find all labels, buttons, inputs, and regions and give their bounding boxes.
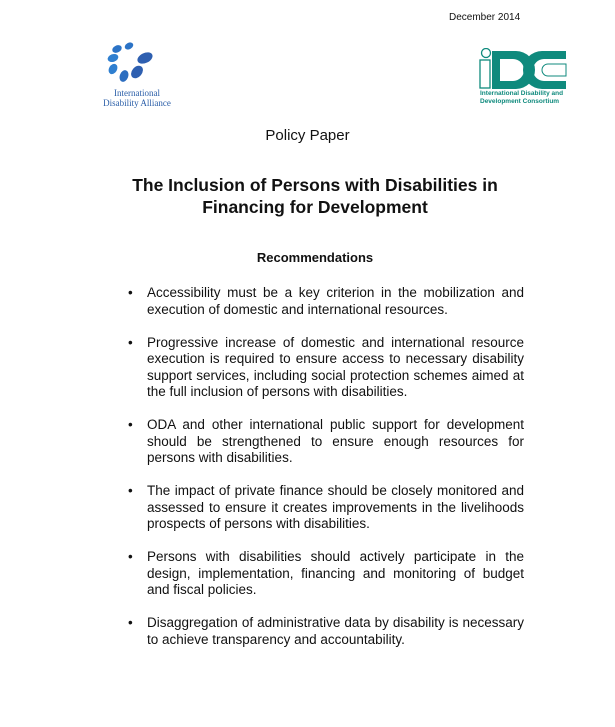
recommendation-text: Disaggregation of administrative data by disability is necessary to achieve transparency and accountability.	[147, 615, 524, 647]
document-title: The Inclusion of Persons with Disabilities in Financing for Development	[132, 175, 498, 217]
bullet-icon: •	[128, 549, 133, 564]
ida-logo-text	[100, 88, 174, 108]
recommendations-list	[126, 285, 524, 665]
bullet-icon: •	[128, 483, 133, 498]
ida-logo-line2: Disability Alliance	[103, 98, 171, 108]
bullet-icon: •	[128, 285, 133, 300]
bullet-icon: •	[128, 334, 133, 350]
idc-logo-text	[480, 90, 572, 106]
document-type-label: Policy Paper	[265, 127, 350, 144]
list-item	[126, 417, 524, 467]
list-item	[126, 615, 524, 648]
section-heading: Recommendations	[256, 250, 374, 265]
recommendation-text: Persons with disabilities should actively participate in the design, implementation, financing and monitoring of budget and fiscal policies.	[147, 549, 524, 597]
list-item	[126, 549, 524, 599]
list-item	[126, 335, 524, 401]
recommendation-text: Progressive increase of domestic and international resource execution is required to ensure access to necessary disability support services, including social protection schemes aimed at the full inclusion of persons with disabilities.	[147, 334, 524, 399]
recommendation-text: ODA and other international public support for development should be strengthened to ensure enough resources for persons with disabilities.	[147, 417, 524, 465]
list-item	[126, 483, 524, 533]
recommendation-text: Accessibility must be a key criterion in the mobilization and execution of domestic and international resources.	[147, 285, 524, 317]
document-date: December 2014	[449, 12, 521, 23]
ida-logo-line1: International	[114, 88, 160, 98]
idc-logo-line1: International Disability and	[480, 90, 564, 97]
recommendation-text: The impact of private finance should be closely monitored and assessed to ensure it creates improvements in the livelihoods prospects of persons with disabilities.	[147, 483, 524, 531]
list-item	[126, 285, 524, 318]
bullet-icon: •	[128, 417, 133, 432]
idc-logo-line2: Development Consortium	[480, 98, 560, 105]
bullet-icon: •	[128, 615, 133, 630]
idc-logo-icon	[476, 48, 568, 90]
